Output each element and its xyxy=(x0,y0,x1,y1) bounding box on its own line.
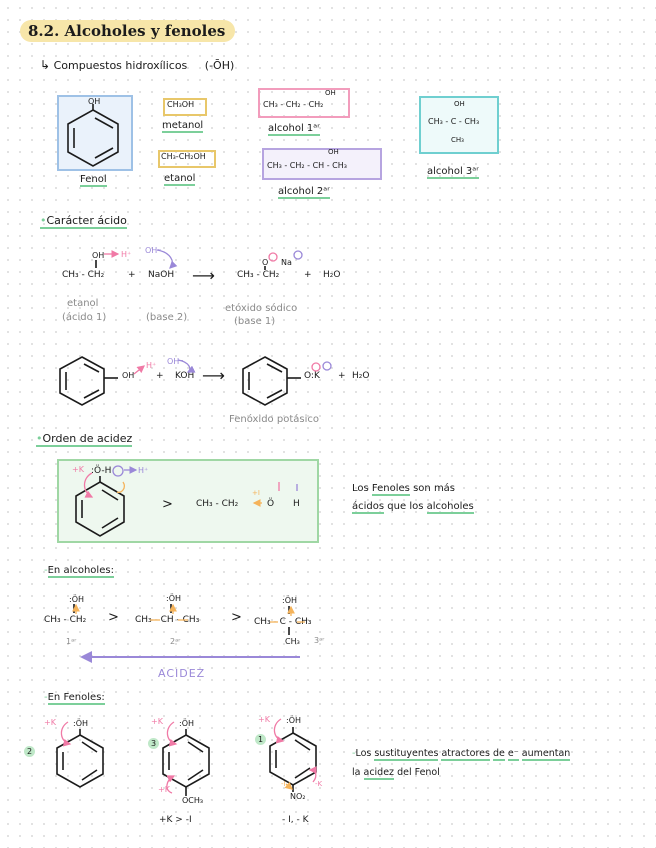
r1-water: H₂O xyxy=(323,270,341,280)
order-phenol-hplus: H⁺ xyxy=(138,466,149,475)
order-note: Los Fenoles son más ácidos que los alcoholes xyxy=(352,483,474,512)
order-ethanol-o: Ö xyxy=(267,499,275,509)
a3-label: 3ᵃʳ xyxy=(314,636,325,645)
phenol2-oh: :ÖH xyxy=(179,719,195,728)
r1-plus: + xyxy=(128,270,136,280)
subtitle-group: (-ŌH) xyxy=(204,59,235,72)
order-ethanol-h: H xyxy=(293,499,300,509)
alcohol3-ch3: CH₃ xyxy=(451,136,464,144)
r2-water: H₂O xyxy=(352,371,370,381)
phenol3-sub: NO₂ xyxy=(290,792,306,801)
r1-oh: OH xyxy=(92,251,105,260)
phenol1-oh: :ÖH xyxy=(73,719,89,728)
etanol-label: etanol xyxy=(164,173,196,184)
r1-ohminus: OH⁻ xyxy=(145,246,162,255)
page-title: 8.2. Alcoholes y fenoles xyxy=(20,20,235,42)
a3-formula: CH₃ - C - CH₃ xyxy=(254,617,312,627)
r2-arrow: ⟶ xyxy=(202,366,225,385)
r1-hplus: H⁺ xyxy=(121,250,132,259)
etanol-formula: CH₃-CH₂OH xyxy=(161,152,206,161)
r2-plus: + xyxy=(156,371,164,381)
acidez-label: ACIDEZ xyxy=(158,667,206,680)
r1-label-base2: (base 2) xyxy=(146,312,188,323)
benzene-ring-fenol xyxy=(68,104,118,166)
r2-hplus: H⁺ xyxy=(146,361,157,370)
phenol2-k2: +K xyxy=(158,785,170,794)
fenol-label: Fenol xyxy=(80,174,107,185)
fenol-oh: OH xyxy=(88,97,101,106)
a3-oh: :ÖH xyxy=(282,596,298,605)
r1-ethanol: CH₃ - CH₂ xyxy=(62,270,105,280)
a2-formula: CH₃ - CH - CH₃ xyxy=(135,615,200,625)
r2-oh: OH xyxy=(122,371,135,380)
r1-naoh: NaOH xyxy=(148,270,175,280)
alcohol2-label: alcohol 2ᵃʳ xyxy=(278,186,330,197)
bullet-icon: • xyxy=(36,432,43,445)
r1-product: CH₃ - CH₂ xyxy=(237,270,280,280)
bullet-icon: • xyxy=(40,214,47,227)
r1-label-acido: (ácido 1) xyxy=(62,312,107,323)
order-ethanol: CH₃ - CH₂ xyxy=(196,499,239,509)
phenol3-i: -I xyxy=(281,780,286,788)
hook-arrow-icon: ↳ xyxy=(40,58,51,72)
alcohol3-formula: CH₃ - C - CH₃ xyxy=(428,117,480,126)
phenol3-k: +K xyxy=(258,715,270,724)
alcoholes-heading: -En alcoholes: xyxy=(44,565,114,576)
alcohol1-oh: OH xyxy=(325,89,336,97)
a1-oh: :ÖH xyxy=(69,595,85,604)
order-heading: •Orden de acidez xyxy=(36,432,133,445)
alcohol1-label: alcohol 1ᵃʳ xyxy=(268,123,320,134)
order-phenol-o: :Ö-H xyxy=(91,466,112,476)
r1-label-etoxido: etóxido sódico xyxy=(225,303,298,314)
order-gt: > xyxy=(162,497,173,512)
order-resonance-arrow-icon xyxy=(85,473,93,497)
r2-arrow-ohminus-icon xyxy=(178,360,190,372)
fenoles-heading: -En Fenoles: xyxy=(44,692,105,703)
r1-label-etanol: etanol xyxy=(67,298,99,309)
order-phenol-k: +K xyxy=(72,465,84,474)
a2-label: 2ᵃʳ xyxy=(170,637,181,646)
a1-formula: CH₃ - CH₂ xyxy=(44,615,87,625)
alcohol2-formula: CH₃ - CH₂ - CH - CH₃ xyxy=(267,161,347,170)
alcohol2-oh: OH xyxy=(328,148,339,156)
r2-plus2: + xyxy=(338,371,346,381)
phenol3-oh: :ÖH xyxy=(286,716,302,725)
benzene-ring-r2-product xyxy=(243,357,301,405)
r2-koh: KOH xyxy=(175,371,195,381)
benzene-ring-phenol1 xyxy=(57,729,103,787)
phenol1-number-badge: 2 xyxy=(24,746,35,757)
benzene-ring-r2-reactant xyxy=(60,357,118,405)
r2-ohminus: OH⁻ xyxy=(167,357,184,366)
metanol-label: metanol xyxy=(162,120,204,131)
r1-plus2: + xyxy=(304,270,312,280)
r1-prod-na: Na xyxy=(281,258,292,267)
phenol3-number-badge: 1 xyxy=(255,734,266,745)
phenol1-k: +K xyxy=(44,718,56,727)
a-gt-1: > xyxy=(108,610,119,625)
phenol2-sub: OCH₃ xyxy=(182,796,204,805)
alcohol3-label: alcohol 3ᵃʳ xyxy=(427,166,479,177)
r2-product: O:K xyxy=(304,371,320,381)
phenol2-number-badge: 3 xyxy=(148,738,159,749)
subtitle: Compuestos hidroxílicos xyxy=(53,59,188,72)
order-ethanol-i: +I xyxy=(252,489,260,497)
alcohol1-formula: CH₃ - CH₂ - CH₂ xyxy=(263,100,324,109)
benzene-ring-order xyxy=(76,476,124,536)
r2-arrow-hplus-icon xyxy=(134,366,144,374)
fenoles-note: -Los sustituyentes atractores de e⁻ aumentan la acidez del Fenol xyxy=(352,748,571,778)
phenol2-effect: +K > -I xyxy=(159,815,192,825)
phenol3-effect: - I, - K xyxy=(282,815,309,825)
benzene-ring-phenol2 xyxy=(163,729,209,796)
r2-label: Fenóxido potásico xyxy=(229,414,319,425)
r1-prod-o: O xyxy=(262,258,269,267)
metanol-formula: CH₃OH xyxy=(167,100,195,109)
a2-oh: :ÖH xyxy=(166,594,182,603)
a1-label: 1ᵃʳ xyxy=(66,637,77,646)
acid-heading: •Carácter ácido xyxy=(40,214,127,227)
phenol2-k: +K xyxy=(151,717,163,726)
r1-label-base1: (base 1) xyxy=(234,316,276,327)
r1-arrow-ohminus-icon xyxy=(157,250,172,268)
phenol3-k2: -K xyxy=(315,780,323,788)
r1-arrow: ⟶ xyxy=(192,266,215,285)
a-gt-2: > xyxy=(231,610,242,625)
alcohol3-oh: OH xyxy=(454,100,465,108)
a3-ch3: CH₃ xyxy=(285,637,300,646)
